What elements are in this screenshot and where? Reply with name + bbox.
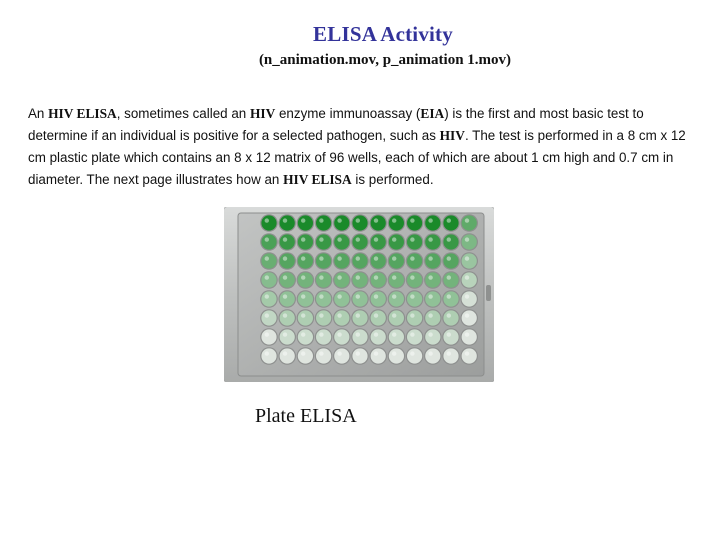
plate-well	[389, 329, 404, 344]
plate-well	[261, 348, 276, 363]
well-highlight	[392, 218, 396, 222]
well-highlight	[465, 275, 469, 279]
plate-well	[352, 253, 367, 268]
plate-well	[334, 234, 349, 249]
well-highlight	[283, 294, 287, 298]
plate-well	[334, 310, 349, 325]
text-run: , sometimes called an	[116, 106, 250, 121]
plate-well	[407, 272, 422, 287]
plate-well	[389, 291, 404, 306]
well-highlight	[392, 313, 396, 317]
plate-well	[407, 310, 422, 325]
description-paragraph	[28, 103, 688, 191]
plate-well	[425, 310, 440, 325]
plate-well	[334, 215, 349, 230]
plate-well	[389, 348, 404, 363]
well-highlight	[392, 256, 396, 260]
bold-term: HIV ELISA	[283, 172, 352, 187]
plate-well	[407, 215, 422, 230]
plate-well	[352, 329, 367, 344]
plate-well	[425, 253, 440, 268]
well-highlight	[337, 256, 341, 260]
well-highlight	[301, 332, 305, 336]
well-highlight	[374, 332, 378, 336]
well-highlight	[465, 313, 469, 317]
plate-well	[407, 253, 422, 268]
plate-well	[352, 310, 367, 325]
plate-well	[334, 329, 349, 344]
plate-well	[280, 310, 295, 325]
plate-well	[316, 310, 331, 325]
elisa-plate-photo	[224, 207, 494, 382]
well-highlight	[319, 218, 323, 222]
plate-well	[389, 215, 404, 230]
bold-term: HIV ELISA	[48, 106, 117, 121]
plate-well	[462, 348, 477, 363]
plate-well	[462, 310, 477, 325]
plate-well	[371, 253, 386, 268]
well-highlight	[410, 351, 414, 355]
well-highlight	[410, 218, 414, 222]
plate-well	[316, 348, 331, 363]
well-highlight	[374, 275, 378, 279]
plate-well	[407, 329, 422, 344]
well-highlight	[374, 313, 378, 317]
plate-well	[371, 348, 386, 363]
plate-well	[298, 291, 313, 306]
well-highlight	[428, 237, 432, 241]
plate-well	[334, 291, 349, 306]
well-highlight	[301, 294, 305, 298]
text-run: ) is the first and most basic test to determine if an individual is positive for a selected pathogen, such as	[28, 106, 644, 143]
plate-well	[371, 215, 386, 230]
well-highlight	[447, 218, 451, 222]
text-run: An	[28, 106, 49, 121]
plate-well	[407, 234, 422, 249]
text-run: is performed.	[351, 172, 434, 187]
plate-well	[443, 329, 458, 344]
plate-well	[425, 348, 440, 363]
well-highlight	[319, 313, 323, 317]
well-highlight	[374, 351, 378, 355]
well-highlight	[447, 275, 451, 279]
text-run: . The test is performed in a 8 cm x 12 cm plastic plate which contains an 8 x 12 matrix of 96 wells, each of which are about 1 cm high and 0.7 cm in diameter. The next page illustrates how an	[28, 128, 686, 187]
plate-well	[462, 253, 477, 268]
well-highlight	[283, 237, 287, 241]
well-highlight	[337, 313, 341, 317]
plate-well	[261, 272, 276, 287]
plate-well	[298, 310, 313, 325]
plate-well	[280, 348, 295, 363]
well-highlight	[465, 237, 469, 241]
plate-well	[298, 329, 313, 344]
well-highlight	[283, 275, 287, 279]
well-highlight	[428, 351, 432, 355]
well-highlight	[374, 218, 378, 222]
plate-well	[425, 329, 440, 344]
image-caption: Plate ELISA	[255, 405, 357, 427]
plate-well	[316, 291, 331, 306]
well-highlight	[356, 256, 360, 260]
plate-well	[407, 291, 422, 306]
plate-well	[462, 272, 477, 287]
plate-well	[425, 272, 440, 287]
well-highlight	[410, 237, 414, 241]
well-highlight	[428, 294, 432, 298]
plate-well	[352, 234, 367, 249]
plate-well	[334, 348, 349, 363]
plate-well	[443, 234, 458, 249]
bold-term: HIV	[439, 128, 465, 143]
well-highlight	[428, 256, 432, 260]
well-highlight	[301, 256, 305, 260]
plate-well	[462, 291, 477, 306]
plate-well	[261, 329, 276, 344]
plate-well	[298, 348, 313, 363]
well-highlight	[265, 256, 269, 260]
well-highlight	[265, 237, 269, 241]
plate-well	[389, 253, 404, 268]
plate-well	[280, 329, 295, 344]
well-highlight	[465, 351, 469, 355]
well-highlight	[265, 351, 269, 355]
plate-well	[389, 310, 404, 325]
plate-well	[462, 234, 477, 249]
well-highlight	[265, 313, 269, 317]
well-highlight	[283, 332, 287, 336]
well-highlight	[265, 218, 269, 222]
well-highlight	[392, 294, 396, 298]
well-highlight	[447, 351, 451, 355]
well-highlight	[374, 256, 378, 260]
well-highlight	[356, 351, 360, 355]
well-highlight	[410, 275, 414, 279]
plate-well	[371, 291, 386, 306]
plate-well	[280, 234, 295, 249]
well-highlight	[392, 351, 396, 355]
text-run: enzyme immunoassay (	[275, 106, 421, 121]
well-highlight	[356, 294, 360, 298]
well-highlight	[356, 332, 360, 336]
well-highlight	[356, 237, 360, 241]
plate-well	[425, 234, 440, 249]
plate-well	[352, 215, 367, 230]
plate-well	[371, 310, 386, 325]
plate-well	[352, 272, 367, 287]
plate-well	[261, 215, 276, 230]
well-highlight	[428, 275, 432, 279]
well-highlight	[465, 294, 469, 298]
plate-well	[261, 234, 276, 249]
well-highlight	[283, 256, 287, 260]
well-highlight	[410, 313, 414, 317]
plate-well	[316, 272, 331, 287]
well-highlight	[374, 237, 378, 241]
well-highlight	[337, 294, 341, 298]
well-highlight	[428, 313, 432, 317]
plate-well	[443, 215, 458, 230]
well-highlight	[319, 351, 323, 355]
well-highlight	[374, 294, 378, 298]
well-highlight	[447, 332, 451, 336]
well-highlight	[301, 218, 305, 222]
plate-well	[425, 291, 440, 306]
page-subtitle: (n_animation.mov, p_animation 1.mov)	[258, 52, 512, 68]
plate-well	[389, 272, 404, 287]
plate-well	[298, 234, 313, 249]
bold-term: HIV	[249, 106, 276, 121]
well-highlight	[356, 275, 360, 279]
well-highlight	[410, 256, 414, 260]
plate-well	[371, 329, 386, 344]
well-highlight	[265, 294, 269, 298]
well-highlight	[319, 256, 323, 260]
plate-well	[462, 329, 477, 344]
well-highlight	[319, 332, 323, 336]
plate-well	[462, 215, 477, 230]
well-highlight	[283, 351, 287, 355]
plate-well	[389, 234, 404, 249]
well-highlight	[392, 332, 396, 336]
plate-well	[371, 234, 386, 249]
plate-well	[352, 291, 367, 306]
well-highlight	[447, 237, 451, 241]
well-highlight	[283, 313, 287, 317]
plate-well	[261, 253, 276, 268]
well-highlight	[447, 294, 451, 298]
plate-well	[280, 253, 295, 268]
plate-well	[316, 215, 331, 230]
well-highlight	[301, 275, 305, 279]
well-highlight	[465, 332, 469, 336]
well-highlight	[319, 275, 323, 279]
well-highlight	[265, 332, 269, 336]
plate-well	[352, 348, 367, 363]
well-highlight	[337, 218, 341, 222]
well-highlight	[301, 237, 305, 241]
plate-well	[425, 215, 440, 230]
plate-well	[443, 310, 458, 325]
bold-term: EIA	[420, 106, 445, 121]
plate-well	[261, 291, 276, 306]
page-title: ELISA Activity	[313, 22, 453, 46]
plate-well	[334, 253, 349, 268]
well-highlight	[410, 332, 414, 336]
plate-well	[443, 348, 458, 363]
well-highlight	[392, 237, 396, 241]
plate-well	[298, 253, 313, 268]
plate-well	[298, 272, 313, 287]
well-highlight	[283, 218, 287, 222]
plate-well	[298, 215, 313, 230]
well-highlight	[337, 237, 341, 241]
plate-well	[316, 329, 331, 344]
well-highlight	[410, 294, 414, 298]
plate-well	[371, 272, 386, 287]
plate-well	[280, 291, 295, 306]
plate-well	[316, 234, 331, 249]
well-highlight	[301, 351, 305, 355]
well-highlight	[428, 332, 432, 336]
well-highlight	[465, 256, 469, 260]
well-highlight	[465, 218, 469, 222]
plate-well	[280, 215, 295, 230]
well-highlight	[319, 294, 323, 298]
plate-edge-notch	[486, 285, 491, 301]
well-highlight	[337, 332, 341, 336]
plate-well	[407, 348, 422, 363]
well-highlight	[392, 275, 396, 279]
well-highlight	[319, 237, 323, 241]
plate-well	[334, 272, 349, 287]
well-highlight	[447, 256, 451, 260]
well-highlight	[356, 313, 360, 317]
well-highlight	[356, 218, 360, 222]
microplate-image	[224, 207, 494, 382]
plate-well	[443, 253, 458, 268]
plate-well	[316, 253, 331, 268]
plate-well	[443, 291, 458, 306]
well-highlight	[337, 351, 341, 355]
plate-well	[261, 310, 276, 325]
well-highlight	[428, 218, 432, 222]
well-highlight	[301, 313, 305, 317]
plate-well	[443, 272, 458, 287]
well-highlight	[337, 275, 341, 279]
plate-well	[280, 272, 295, 287]
well-highlight	[265, 275, 269, 279]
well-highlight	[447, 313, 451, 317]
